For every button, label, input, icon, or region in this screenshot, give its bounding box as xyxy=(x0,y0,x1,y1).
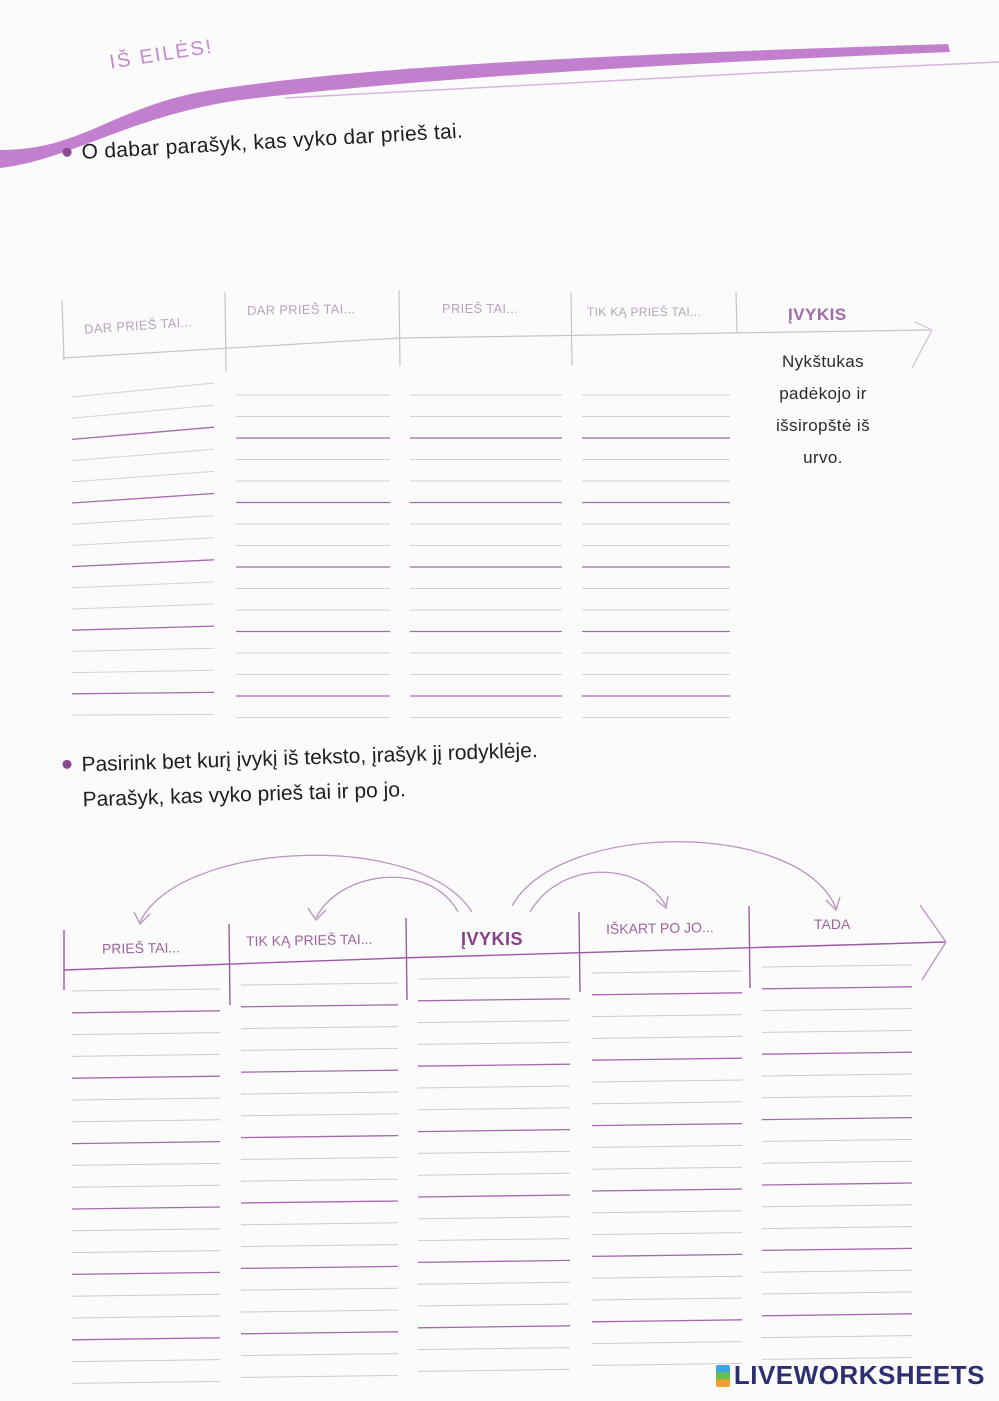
writing-line xyxy=(72,1207,220,1209)
t2-event-header: ĮVYKIS xyxy=(461,929,524,949)
writing-line xyxy=(762,1009,912,1011)
writing-line xyxy=(72,1163,220,1165)
writing-line xyxy=(592,971,742,973)
t2-col-header-4: IŠKART PO JO... xyxy=(605,919,714,937)
writing-line xyxy=(241,1201,398,1203)
writing-line xyxy=(592,1320,742,1322)
writing-line xyxy=(592,1211,742,1213)
liveworksheets-logo xyxy=(716,1360,985,1391)
writing-line xyxy=(592,1015,742,1017)
writing-line xyxy=(762,987,912,989)
writing-line xyxy=(762,1161,912,1163)
writing-line xyxy=(592,1058,742,1060)
writing-line xyxy=(762,1052,912,1054)
writing-line xyxy=(72,1076,220,1078)
writing-line xyxy=(241,1027,398,1029)
writing-line xyxy=(592,1233,742,1235)
writing-line xyxy=(762,1336,912,1338)
writing-line xyxy=(241,1223,398,1225)
writing-line xyxy=(762,1074,912,1076)
writing-line xyxy=(72,1338,220,1340)
t2-col-header-5: TADA xyxy=(814,916,851,932)
writing-line xyxy=(418,1064,570,1066)
writing-line xyxy=(762,1139,912,1141)
t1-col-header-4: TIK KĄ PRIEŠ TAI... xyxy=(587,305,701,319)
t1-event-text: Nykštukas padėkojo ir išsiropštė iš urvo. xyxy=(775,352,870,467)
column-divider xyxy=(406,918,407,1000)
writing-line xyxy=(72,1381,220,1383)
writing-line xyxy=(72,1011,220,1013)
writing-line xyxy=(241,1157,398,1159)
writing-line xyxy=(418,1348,570,1350)
writing-line xyxy=(418,1304,570,1306)
writing-line xyxy=(762,1096,912,1098)
writing-line xyxy=(72,1229,220,1231)
writing-line xyxy=(592,1342,742,1344)
arrow-head-icon xyxy=(826,897,840,910)
writing-line xyxy=(241,1005,398,1007)
writing-line xyxy=(592,1167,742,1169)
writing-line xyxy=(592,1036,742,1038)
writing-line xyxy=(72,1272,220,1274)
writing-line xyxy=(418,1217,570,1219)
writing-line xyxy=(418,1108,570,1110)
writing-line xyxy=(241,1179,398,1181)
writing-line xyxy=(418,1282,570,1284)
writing-line xyxy=(72,1316,220,1318)
writing-line xyxy=(241,1114,398,1116)
writing-line xyxy=(72,989,220,991)
writing-line xyxy=(418,1021,570,1023)
writing-line xyxy=(592,993,742,995)
writing-line xyxy=(592,1254,742,1256)
writing-line xyxy=(418,1151,570,1153)
writing-line xyxy=(418,1260,570,1262)
writing-line xyxy=(72,1054,220,1056)
writing-line xyxy=(241,1245,398,1247)
arc-arrow xyxy=(316,877,458,918)
logo-text: LIVEWORKSHEETS xyxy=(733,1360,985,1390)
writing-line xyxy=(241,1332,398,1334)
writing-line xyxy=(418,1173,570,1175)
writing-line xyxy=(241,1048,398,1050)
writing-line xyxy=(72,1251,220,1253)
arrow-head-icon xyxy=(308,908,326,920)
writing-line xyxy=(418,1042,570,1044)
writing-line xyxy=(418,977,570,979)
column-divider xyxy=(749,906,750,988)
writing-line xyxy=(592,1189,742,1191)
writing-line xyxy=(418,999,570,1001)
writing-line xyxy=(241,1375,398,1377)
arrow-head-icon xyxy=(656,896,668,908)
writing-line xyxy=(241,1136,398,1138)
writing-line xyxy=(241,1310,398,1312)
writing-line xyxy=(418,1086,570,1088)
writing-line xyxy=(72,1142,220,1144)
writing-line xyxy=(592,1124,742,1126)
t1-col-header-2: DAR PRIEŠ TAI... xyxy=(246,301,356,318)
writing-line xyxy=(72,1033,220,1035)
arc-arrow xyxy=(140,855,472,922)
writing-line xyxy=(762,1270,912,1272)
writing-line xyxy=(592,1298,742,1300)
writing-line xyxy=(418,1130,570,1132)
writing-line xyxy=(762,1205,912,1207)
writing-line xyxy=(241,1266,398,1268)
arc-arrow xyxy=(530,872,666,912)
writing-line xyxy=(592,1145,742,1147)
writing-line xyxy=(241,983,398,985)
writing-line xyxy=(418,1326,570,1328)
logo-mark-icon xyxy=(716,1365,730,1387)
writing-line xyxy=(72,1185,220,1187)
writing-line xyxy=(762,1292,912,1294)
t1-event-header: ĮVYKIS xyxy=(788,305,847,324)
instruction-2-line2: Parašyk, kas vyko prieš tai ir po jo. xyxy=(82,778,407,812)
writing-line xyxy=(762,1227,912,1229)
writing-line xyxy=(241,1354,398,1356)
instruction-2-line1: Pasirink bet kurį įvykį iš teksto, įrašyk jį rodyklėje. xyxy=(81,739,538,777)
t2-col-header-2: TIK KĄ PRIEŠ TAI... xyxy=(245,930,373,950)
arc-arrow xyxy=(512,842,836,908)
writing-line xyxy=(762,965,912,967)
writing-line xyxy=(72,1294,220,1296)
writing-line xyxy=(592,1102,742,1104)
t1-col-header-3: PRIEŠ TAI... xyxy=(442,301,519,316)
t2-col-header-1: PRIEŠ TAI... xyxy=(101,939,181,957)
writing-line xyxy=(241,1070,398,1072)
writing-line xyxy=(241,1092,398,1094)
t1-col-header-1: DAR PRIEŠ TAI... xyxy=(83,314,193,337)
writing-line xyxy=(72,1098,220,1100)
writing-line xyxy=(762,1183,912,1185)
writing-line xyxy=(762,1118,912,1120)
writing-line xyxy=(762,1030,912,1032)
writing-line xyxy=(762,1314,912,1316)
column-divider xyxy=(229,924,230,1005)
writing-line xyxy=(72,1120,220,1122)
writing-line xyxy=(762,1248,912,1250)
writing-line xyxy=(418,1195,570,1197)
writing-line xyxy=(72,1360,220,1362)
instruction-1-text: O dabar parašyk, kas vyko dar prieš tai. xyxy=(80,119,464,164)
writing-line xyxy=(418,1369,570,1371)
writing-line xyxy=(592,1276,742,1278)
writing-line xyxy=(592,1080,742,1082)
column-divider xyxy=(579,912,580,992)
writing-line xyxy=(241,1288,398,1290)
writing-line xyxy=(418,1239,570,1241)
section-title: IŠ EILĖS! xyxy=(108,35,215,74)
